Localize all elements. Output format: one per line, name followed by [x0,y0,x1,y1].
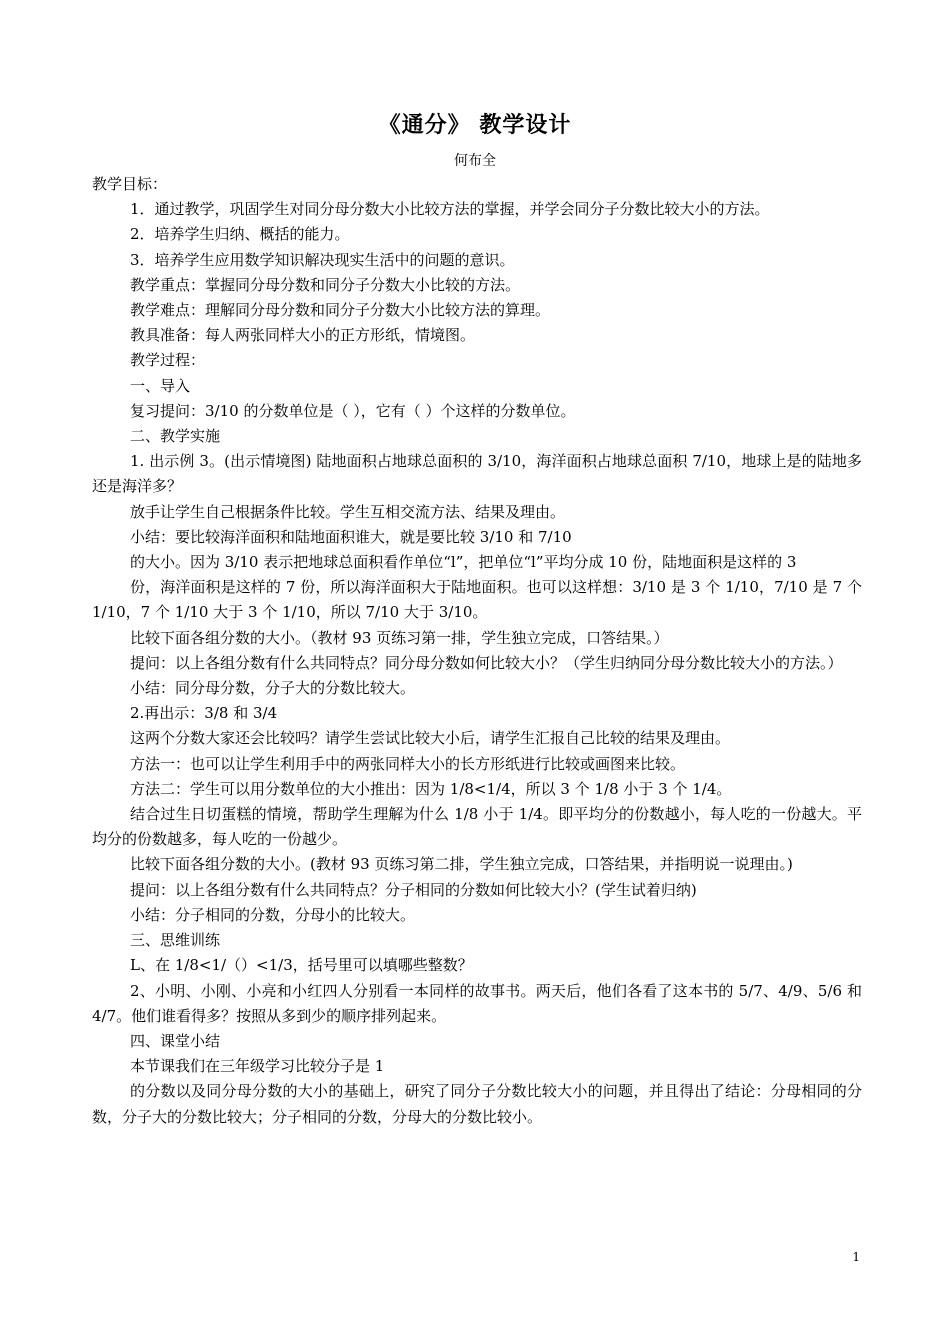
paragraph: 四、课堂小结 [130,1031,221,1050]
paragraph: 的大小。因为 3/10 表示把地球总面积看作单位“l”，把单位“l”平均分成 10 份，陆地面积是这样的 3 [130,553,797,572]
document-author: 何布全 [454,153,496,169]
paragraph: 比较下面各组分数的大小。(教材 93 页练习第二排，学生独立完成，口答结果，并指明说一说理由。) [130,855,793,874]
paragraph: 三、思维训练 [130,931,221,950]
paragraph: 一、导入 [130,376,191,395]
paragraph: 教学难点：理解同分母分数和同分子分数大小比较方法的算理。 [130,301,551,320]
paragraph: 小结：要比较海洋面积和陆地面积谁大，就是要比较 3/10 和 7/10 [130,527,572,546]
document-title: 《通分》 教学设计 [378,112,572,138]
paragraph: 小结：同分母分数，分子大的分数比较大。 [130,679,416,698]
paragraph: 放手让学生自己根据条件比较。学生互相交流方法、结果及理由。 [130,502,566,521]
paragraph: 1．通过教学，巩固学生对同分母分数大小比较方法的掌握，并学会同分子分数比较大小的方法。 [130,200,770,219]
paragraph: 这两个分数大家还会比较吗？请学生尝试比较大小后，请学生汇报自己比较的结果及理由。 [130,729,731,748]
paragraph: 教学目标： [92,175,168,193]
paragraph: 2、小明、小刚、小亮和小红四人分别看一本同样的故事书。两天后，他们各看了这本书的 5/7、4/9、5/6 和 4/7。他们谁看得多？按照从多到少的顺序排列起来。 [92,981,862,1025]
paragraph: 的分数以及同分母分数的大小的基础上，研究了同分子分数比较大小的问题，并且得出了结论：分母相同的分数，分子大的分数比较大；分子相同的分数，分母大的分数比较小。 [92,1082,862,1126]
paragraph: 二、教学实施 [130,427,221,446]
paragraph: 复习提问：3/10 的分数单位是（ ），它有（ ）个这样的分数单位。 [130,401,576,420]
paragraph: 本节课我们在三年级学习比较分子是 1 [130,1057,385,1076]
paragraph: 提问：以上各组分数有什么共同特点？分子相同的分数如何比较大小？(学生试着归纳) [130,880,697,899]
paragraph: 教具准备：每人两张同样大小的正方形纸，情境图。 [130,326,476,345]
paragraph: 3．培养学生应用数学知识解决现实生活中的问题的意识。 [130,250,515,269]
paragraph: 方法二：学生可以用分数单位的大小推出：因为 1/8<1/4，所以 3 个 1/8 小于 3 个 1/4。 [130,779,732,798]
paragraph: 2．培养学生归纳、概括的能力。 [130,225,350,244]
paragraph: 方法一：也可以让学生利用手中的两张同样大小的长方形纸进行比较或画图来比较。 [130,754,686,773]
document-body [92,172,862,1130]
paragraph: 比较下面各组分数的大小。（教材 93 页练习第一排，学生独立完成，口答结果。） [130,628,669,647]
paragraph: 结合过生日切蛋糕的情境，帮助学生理解为什么 1/8 小于 1/4。即平均分的份数越小，每人吃的一份越大。平均分的份数越多，每人吃的一份越少。 [92,805,862,849]
paragraph: 教学过程： [130,351,206,370]
paragraph: 2.再出示：3/8 和 3/4 [130,704,278,723]
paragraph: 1. 出示例 3。(出示情境图) 陆地面积占地球总面积的 3/10，海洋面积占地球总面积 7/10，地球上是的陆地多还是海洋多？ [92,452,862,496]
paragraph: L、在 1/8<1/（）<1/3，括号里可以填哪些整数？ [130,956,473,975]
paragraph: 小结：分子相同的分数，分母小的比较大。 [130,905,416,924]
page-number: 1 [852,1250,860,1264]
paragraph: 教学重点：掌握同分母分数和同分子分数大小比较的方法。 [130,275,521,294]
paragraph: 份，海洋面积是这样的 7 份，所以海洋面积大于陆地面积。也可以这样想：3/10 是 3 个 1/10，7/10 是 7 个 1/10，7 个 1/10 大于 3 个 1/10，所以 7/10 大于 3/10。 [92,578,862,622]
paragraph: 提问：以上各组分数有什么共同特点？同分母分数如何比较大小？（学生归纳同分母分数比较大小的方法。） [130,653,843,672]
